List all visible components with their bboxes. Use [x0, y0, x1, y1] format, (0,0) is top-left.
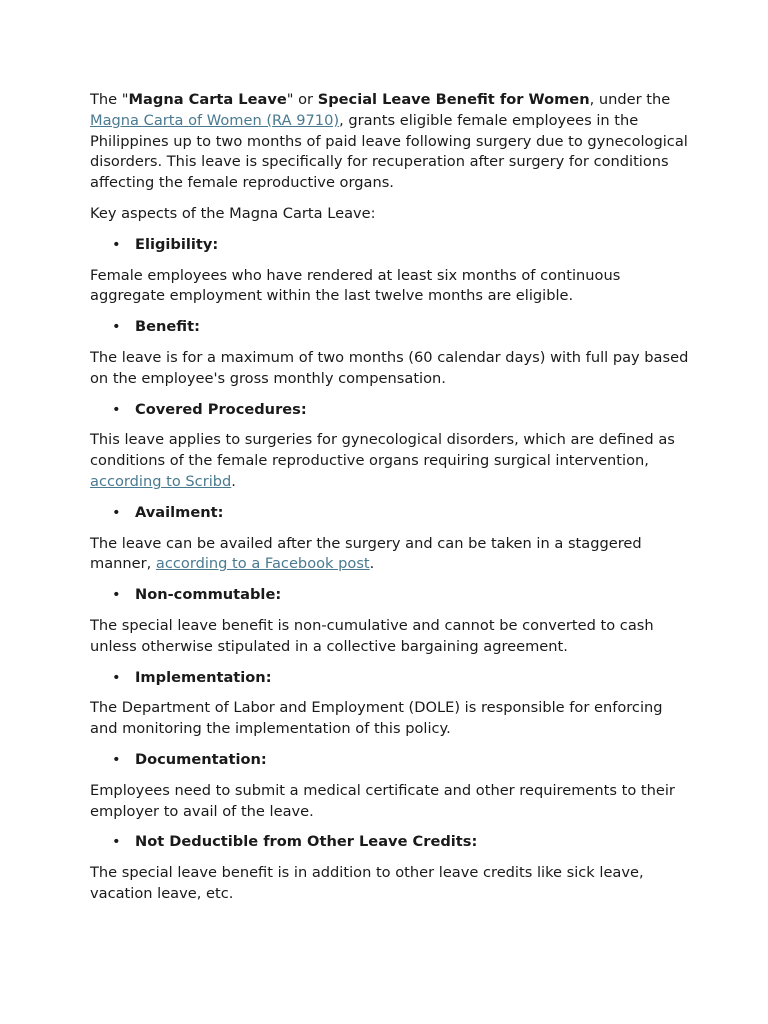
- aspect-heading-non-commutable: [90, 585, 690, 606]
- aspect-heading-benefit: [90, 317, 690, 338]
- aspect-text-availment: [90, 534, 690, 576]
- lead-in-sentence: Key aspects of the Magna Carta Leave:: [90, 204, 376, 222]
- bullet-icon: •: [112, 586, 121, 604]
- aspect-heading-implementation: [90, 668, 690, 689]
- intro-text-1: The ": [90, 91, 129, 108]
- link-magna-carta-of-women[interactable]: Magna Carta of Women (RA 9710): [90, 111, 340, 129]
- aspect-text: This leave applies to surgeries for gynecological disorders, which are defined as conditions of the female reproductive organs requiring surgical intervention,: [90, 431, 675, 470]
- bullet-icon: •: [112, 400, 121, 418]
- aspect-text-documentation: Employees need to submit a medical certificate and other requirements to their employer to avail of the leave.: [90, 781, 675, 820]
- aspect-heading-label: Availment:: [135, 503, 224, 521]
- bullet-icon: •: [112, 833, 121, 851]
- aspect-text-not-deductible: The special leave benefit is in addition to other leave credits like sick leave, vacation leave, etc.: [90, 864, 644, 902]
- bullet-icon: •: [112, 750, 121, 768]
- link-according-to-scribd[interactable]: according to Scribd: [90, 472, 232, 490]
- aspect-text: The leave can be availed after the surgery and can be taken in a staggered manner,: [90, 534, 642, 573]
- term-special-leave-benefit: Special Leave Benefit for Women: [317, 91, 590, 108]
- aspect-heading-eligibility: [90, 235, 690, 256]
- bullet-icon: •: [112, 668, 121, 686]
- aspect-heading-label: Documentation:: [135, 750, 267, 768]
- aspect-text-non-commutable: The special leave benefit is non-cumulative and cannot be converted to cash unless otherwise stipulated in a collective bargaining agreement.: [90, 616, 654, 655]
- aspect-text-end: .: [231, 472, 236, 490]
- aspect-text-implementation: The Department of Labor and Employment (DOLE) is responsible for enforcing and monitoring the implementation of this policy.: [90, 699, 663, 738]
- intro-text-2: " or: [286, 91, 318, 108]
- aspect-heading-label: Eligibility:: [135, 235, 219, 253]
- document-page: [90, 90, 690, 915]
- aspect-heading-label: Benefit:: [135, 318, 200, 336]
- aspect-heading-label: Implementation:: [135, 668, 272, 686]
- intro-paragraph: [90, 90, 690, 194]
- aspect-heading-availment: [90, 503, 690, 524]
- aspect-heading-label: Non-commutable:: [135, 586, 282, 604]
- link-according-to-facebook-post[interactable]: according to a Facebook post: [155, 555, 370, 573]
- aspect-text-covered-procedures: [90, 430, 690, 492]
- aspect-heading-label: Not Deductible from Other Leave Credits:: [135, 833, 478, 851]
- aspect-heading-not-deductible: [90, 832, 690, 853]
- aspect-heading-label: Covered Procedures:: [135, 400, 307, 418]
- intro-text-3: , under the: [589, 91, 671, 108]
- term-magna-carta-leave: Magna Carta Leave: [128, 91, 287, 108]
- aspect-text-end: .: [369, 555, 375, 573]
- aspect-heading-covered-procedures: [90, 400, 690, 421]
- bullet-icon: •: [112, 235, 121, 253]
- bullet-icon: •: [112, 503, 121, 521]
- aspect-text-eligibility: Female employees who have rendered at least six months of continuous aggregate employment within the last twelve months are eligible.: [90, 266, 621, 305]
- bullet-icon: •: [112, 318, 121, 336]
- aspect-heading-documentation: [90, 750, 690, 771]
- aspect-text-benefit: The leave is for a maximum of two months (60 calendar days) with full pay based on the employee's gross monthly compensation.: [90, 348, 689, 387]
- intro-text-4: , grants eligible female employees in the Philippines up to two months of paid leave following surgery due to gynecological disorders. This leave is specifically for recuperation after surgery for conditions affecting the female reproductive organs.: [90, 111, 688, 192]
